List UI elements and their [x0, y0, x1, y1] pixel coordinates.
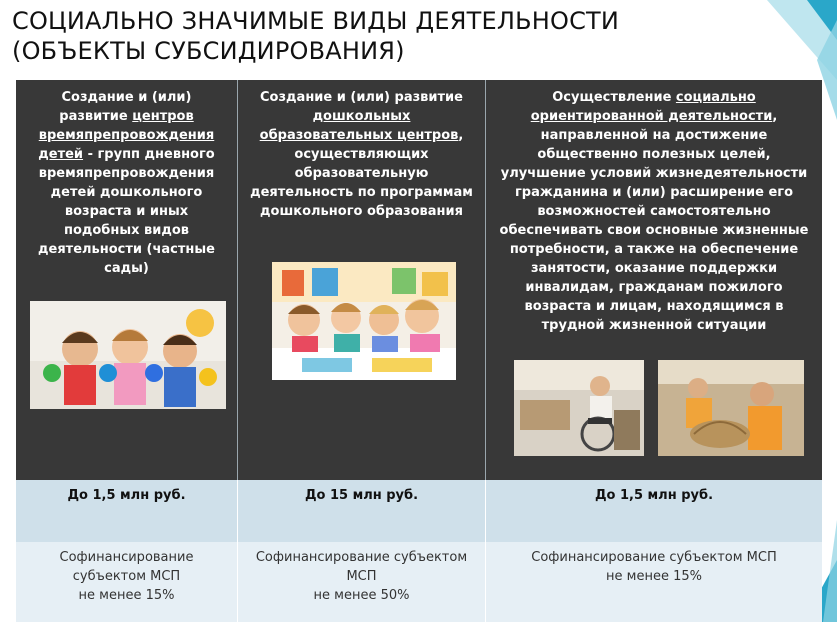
title-line-1: СОЦИАЛЬНО ЗНАЧИМЫЕ ВИДЫ ДЕЯТЕЛЬНОСТИ [12, 7, 620, 35]
column-2-cofinancing: Софинансирование субъектом МСП не менее 50% [255, 550, 468, 603]
subsidy-table [16, 80, 822, 622]
column-1-link-text: центров времяпрепровождения детей [38, 109, 215, 162]
column-3-link-text: социально ориентированной деятельности [530, 90, 773, 124]
column-3-amount-cell [486, 480, 822, 542]
preschool-children-drawing-photo [272, 262, 456, 380]
column-2-amount: До 15 млн руб. [304, 488, 419, 503]
children-painted-hands-photo [30, 301, 226, 409]
column-1-description-cell [16, 80, 238, 480]
column-1-amount: До 1,5 млн руб. [67, 488, 186, 503]
basket-weaving-worker-photo [658, 360, 804, 456]
slide-title [12, 6, 619, 66]
column-2-link-text: дошкольных образовательных центров [259, 109, 459, 143]
column-1-cofinancing: Софинансирование субъектом МСП не менее 15% [59, 550, 194, 603]
column-2-description-cell [238, 80, 486, 480]
column-2-description: Создание и (или) развитие дошкольных образовательных центров, осуществляющих образовательную деятельность по программам дошкольного образования [250, 90, 473, 219]
column-3-amount: До 1,5 млн руб. [594, 488, 714, 503]
column-1-amount-cell [16, 480, 238, 542]
column-1-cofinancing-cell [16, 542, 238, 622]
column-3-cofinancing-cell [486, 542, 822, 622]
column-2-cofinancing-cell [238, 542, 486, 622]
title-line-2: (ОБЪЕКТЫ СУБСИДИРОВАНИЯ) [12, 37, 405, 65]
column-2-amount-cell [238, 480, 486, 542]
column-3-description: Осуществление социально ориентированной деятельности, направленной на достижение общественно полезных целей, улучшение условий жизнедеятельности гражданина и (или) расширение его возможностей самостоятельно обеспечивать свои основные жизненные потребности, а также на обеспечение занятости, оказание поддержки инвалидам, гражданам пожилого возраста и лицам, находящимся в трудной жизненной ситуации [499, 90, 809, 333]
column-3-description-cell [486, 80, 822, 480]
wheelchair-worker-photo [514, 360, 644, 456]
column-1-description: Создание и (или) развитие центров времяпрепровождения детей - групп дневного времяпрепровождения детей дошкольного возраста и иных подобных видов деятельности (частные сады) [38, 90, 215, 276]
column-3-cofinancing: Софинансирование субъектом МСП не менее 15% [531, 550, 777, 584]
